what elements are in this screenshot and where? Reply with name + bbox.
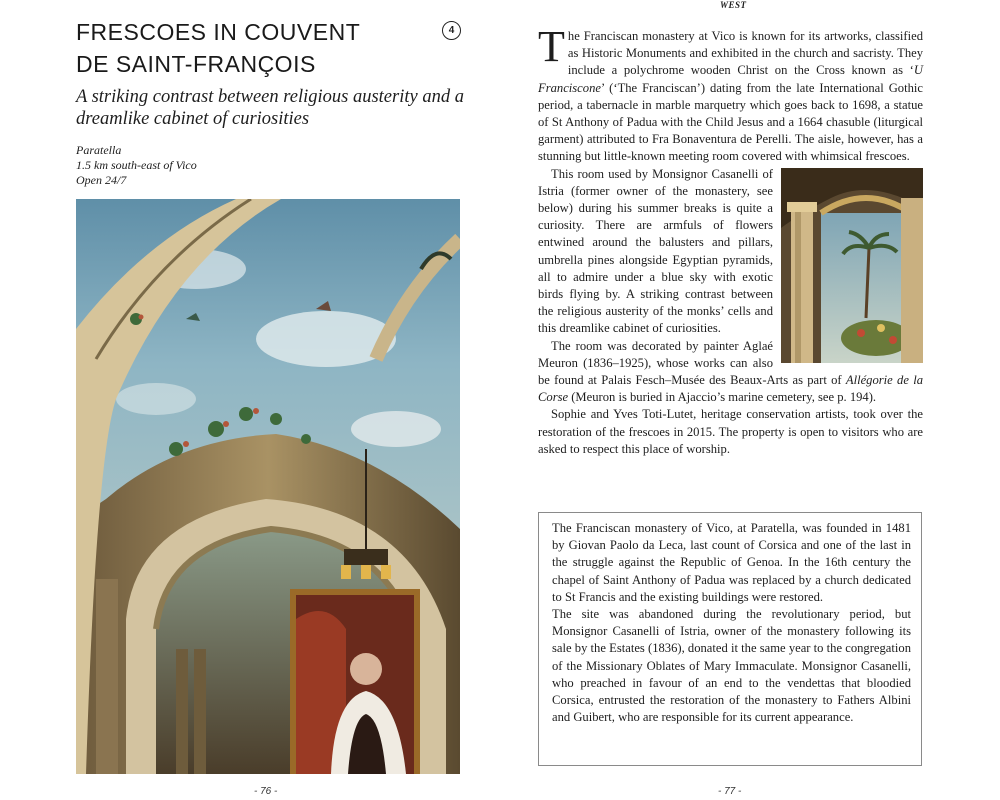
paragraph-2: This room used by Monsignor Casanelli of Istria (former owner of the monastery, see below) during his summer breaks is quite a curiosity. There are armfuls of flowers entwined around the balusters and pillars, umbrella pines alongside Egyptian pyramids, all to admire under a blue sky with exotic birds flying by. A striking contrast between the religious austerity of the monks’ cells and this dreamlike cabinet of curiosities. xyxy=(538,166,923,338)
fresco-ceiling-photo xyxy=(76,199,460,774)
sidebar-paragraph-1: The Franciscan monastery of Vico, at Paratella, was founded in 1481 by Giovan Paolo da Leca, last count of Corsica and one of the last in the struggle against the Republic of Genoa. In the 16th century the chapel of Saint Anthony of Padua was replaced by a church dedicated to St Francis and the existing buildings were restored. xyxy=(552,521,911,604)
page-number-right: - 77 - xyxy=(718,786,742,797)
info-distance: 1.5 km south-east of Vico xyxy=(76,158,197,172)
title-line-2: DE SAINT-FRANÇOIS xyxy=(76,51,316,77)
right-page xyxy=(500,0,1000,800)
fresco-ceiling-illustration xyxy=(76,199,460,774)
location-info xyxy=(76,143,376,188)
subtitle-line-1: A striking contrast between religious austerity and a xyxy=(76,87,464,107)
paragraph-4: Sophie and Yves Toti-Lutet, heritage conservation artists, took over the restoration of the frescoes in 2015. The property is open to visitors who are asked to respect this place of worship. xyxy=(538,407,923,456)
paragraph-3: The room was decorated by painter Aglaé Meuron (1836–1925), whose works can also be found at Palais Fesch–Musée des Beaux-Arts as part of Allégorie de la Corse (Meuron is buried in Ajaccio’s marine cemetery, see p. 194). xyxy=(538,338,923,405)
fresco-room-photo xyxy=(781,168,923,363)
paragraph-1: The Franciscan monastery at Vico is known for its artworks, classified as Historic Monuments and exhibited in the church and sacristy. They include a polychrome wooden Christ on the Cross known as ‘U Franciscone’ (‘The Franciscan’) dating from the late International Gothic period, a tabernacle in marble marquetry which goes back to 1698, a statue of St Anthony of Padua with the Child Jesus and a 1664 chasuble (liturgical garment) attributed to Fra Bonaventura de Perelli. The aisle, however, has a stunning but little-known meeting room covered with whimsical frescoes. xyxy=(538,22,923,164)
running-head: WEST xyxy=(720,0,747,10)
info-hours: Open 24/7 xyxy=(76,173,127,187)
drop-cap: T xyxy=(538,22,565,71)
page-title xyxy=(76,16,416,80)
article-body xyxy=(538,22,923,458)
subtitle-line-2: dreamlike cabinet of curiosities xyxy=(76,109,310,129)
history-sidebar-box xyxy=(538,512,922,766)
page-number-left: - 76 - xyxy=(254,786,278,797)
sidebar-paragraph-2: The site was abandoned during the revolutionary period, but Monsignor Casanelli of Istria, owner of the monastery following its sale by the Estates (1836), donated it the same year to the congregation of the Missionary Oblates of Mary Immaculate. Monsignor Casanelli, who preached in favour of an end to the vendettas that bloodied Corsica, entrusted the restoration of the monastery to Fathers Albini and Guibert, who are responsible for its current appearance. xyxy=(552,607,911,725)
entry-number-badge: 4 xyxy=(442,21,461,40)
title-line-1: FRESCOES IN COUVENT xyxy=(76,19,361,45)
info-place: Paratella xyxy=(76,143,122,157)
fresco-room-illustration xyxy=(781,168,923,363)
subtitle xyxy=(76,86,471,130)
